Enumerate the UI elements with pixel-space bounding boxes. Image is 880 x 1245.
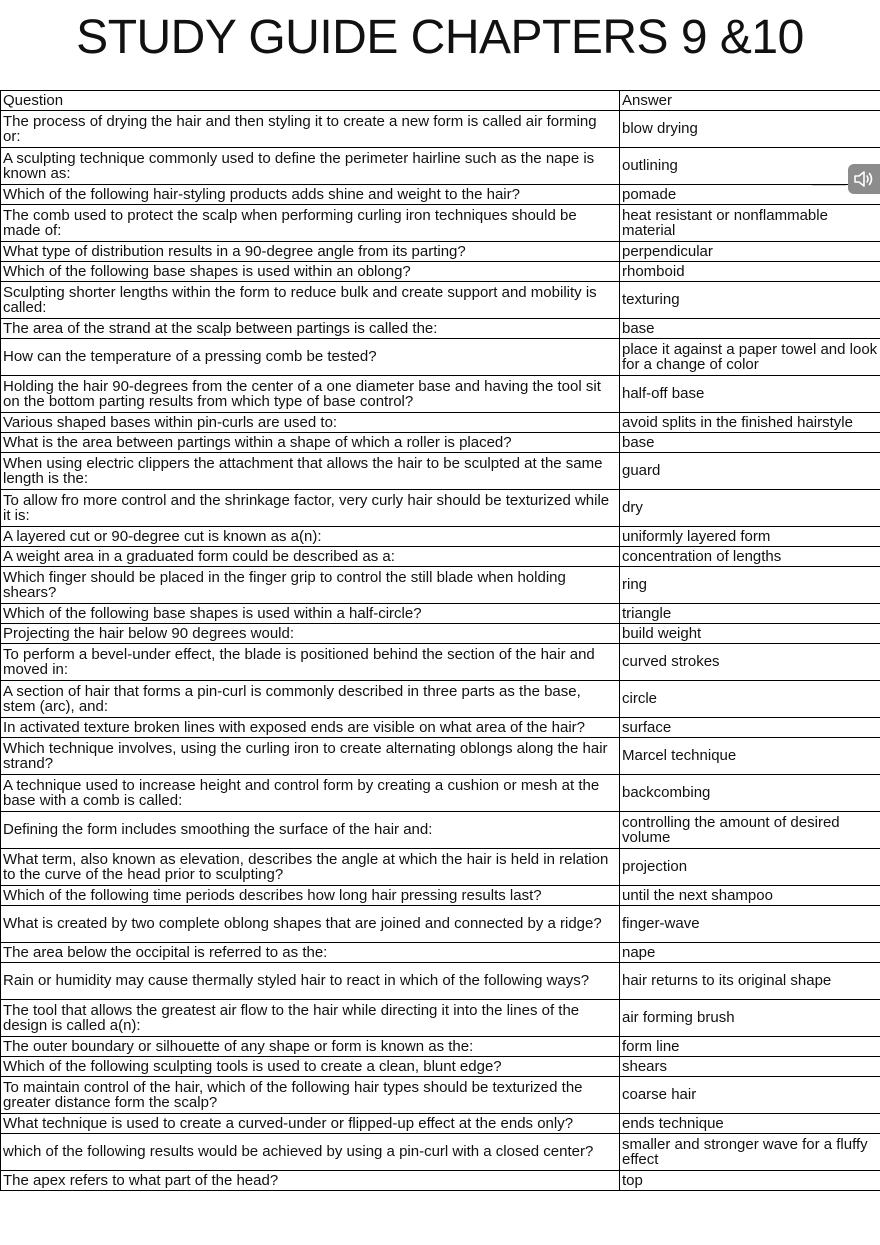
answer-cell: coarse hair — [620, 1077, 880, 1114]
answer-cell: concentration of lengths — [620, 547, 880, 567]
table-row — [1, 319, 880, 339]
answer-cell: heat resistant or nonflammable material — [620, 205, 880, 242]
answer-cell: half-off base — [620, 376, 880, 413]
header-answer: Answer — [620, 91, 880, 111]
question-cell: When using electric clippers the attachment that allows the hair to be sculpted at the same length is the: — [1, 453, 620, 490]
question-cell: The area of the strand at the scalp between partings is called the: — [1, 319, 620, 339]
answer-cell: finger-wave — [620, 906, 880, 943]
table-row — [1, 1134, 880, 1171]
table-row — [1, 453, 880, 490]
question-cell: Rain or humidity may cause thermally styled hair to react in which of the following ways? — [1, 963, 620, 1000]
speaker-icon — [853, 169, 875, 189]
table-row — [1, 413, 880, 433]
table-row — [1, 1114, 880, 1134]
question-cell: To allow fro more control and the shrinkage factor, very curly hair should be texturized while it is: — [1, 490, 620, 527]
table-row — [1, 849, 880, 886]
question-cell: A sculpting technique commonly used to define the perimeter hairline such as the nape is known as: — [1, 148, 620, 185]
question-cell: A technique used to increase height and control form by creating a cushion or mesh at the base with a comb is called: — [1, 775, 620, 812]
table-row — [1, 738, 880, 775]
answer-cell: projection — [620, 849, 880, 886]
answer-cell: guard — [620, 453, 880, 490]
question-cell: The tool that allows the greatest air flow to the hair while directing it into the lines of the design is called a(n): — [1, 1000, 620, 1037]
answer-cell: top — [620, 1171, 880, 1191]
question-cell: Projecting the hair below 90 degrees would: — [1, 624, 620, 644]
table-row — [1, 547, 880, 567]
answer-cell: until the next shampoo — [620, 886, 880, 906]
answer-cell: nape — [620, 943, 880, 963]
read-aloud-button[interactable] — [848, 164, 880, 194]
table-row — [1, 963, 880, 1000]
question-cell: What is created by two complete oblong shapes that are joined and connected by a ridge? — [1, 906, 620, 943]
answer-cell: hair returns to its original shape — [620, 963, 880, 1000]
question-cell: Which technique involves, using the curling iron to create alternating oblongs along the hair strand? — [1, 738, 620, 775]
answer-cell: perpendicular — [620, 242, 880, 262]
question-cell: How can the temperature of a pressing comb be tested? — [1, 339, 620, 376]
question-cell: The area below the occipital is referred to as the: — [1, 943, 620, 963]
table-row — [1, 1037, 880, 1057]
answer-cell: backcombing — [620, 775, 880, 812]
question-cell: What term, also known as elevation, describes the angle at which the hair is held in relation to the curve of the head prior to sculpting? — [1, 849, 620, 886]
question-cell: Which of the following sculpting tools is used to create a clean, blunt edge? — [1, 1057, 620, 1077]
answer-cell: smaller and stronger wave for a fluffy effect — [620, 1134, 880, 1171]
table-row — [1, 604, 880, 624]
table-row — [1, 1000, 880, 1037]
question-cell: What is the area between partings within a shape of which a roller is placed? — [1, 433, 620, 453]
answer-cell: uniformly layered form — [620, 527, 880, 547]
question-cell: A weight area in a graduated form could be described as a: — [1, 547, 620, 567]
question-cell: The apex refers to what part of the head? — [1, 1171, 620, 1191]
table-row — [1, 644, 880, 681]
answer-cell: ends technique — [620, 1114, 880, 1134]
question-cell: Which of the following hair-styling products adds shine and weight to the hair? — [1, 185, 620, 205]
answer-cell: blow drying — [620, 111, 880, 148]
table-row — [1, 775, 880, 812]
table-row — [1, 527, 880, 547]
answer-cell: curved strokes — [620, 644, 880, 681]
table-row — [1, 282, 880, 319]
answer-cell: base — [620, 319, 880, 339]
answer-cell: outlining — [620, 148, 880, 185]
question-cell: which of the following results would be achieved by using a pin-curl with a closed center? — [1, 1134, 620, 1171]
question-cell: The comb used to protect the scalp when performing curling iron techniques should be made of: — [1, 205, 620, 242]
answer-cell: controlling the amount of desired volume — [620, 812, 880, 849]
answer-cell: Marcel technique — [620, 738, 880, 775]
answer-cell: avoid splits in the finished hairstyle — [620, 413, 880, 433]
table-row — [1, 490, 880, 527]
question-cell: The process of drying the hair and then styling it to create a new form is called air forming or: — [1, 111, 620, 148]
answer-cell: build weight — [620, 624, 880, 644]
question-cell: Which finger should be placed in the finger grip to control the still blade when holding shears? — [1, 567, 620, 604]
answer-cell: base — [620, 433, 880, 453]
answer-cell: shears — [620, 1057, 880, 1077]
table-row — [1, 111, 880, 148]
question-cell: To perform a bevel-under effect, the blade is positioned behind the section of the hair and moved in: — [1, 644, 620, 681]
table-header-row — [1, 91, 880, 111]
question-cell: To maintain control of the hair, which of the following hair types should be texturized the greater distance form the scalp? — [1, 1077, 620, 1114]
table-row — [1, 433, 880, 453]
table-row — [1, 943, 880, 963]
question-cell: What technique is used to create a curved-under or flipped-up effect at the ends only? — [1, 1114, 620, 1134]
answer-cell: surface — [620, 718, 880, 738]
table-row — [1, 906, 880, 943]
qa-table — [0, 90, 880, 1191]
table-row — [1, 1057, 880, 1077]
table-row — [1, 624, 880, 644]
question-cell: Defining the form includes smoothing the surface of the hair and: — [1, 812, 620, 849]
answer-cell: texturing — [620, 282, 880, 319]
question-cell: Sculpting shorter lengths within the form to reduce bulk and create support and mobility is called: — [1, 282, 620, 319]
table-row — [1, 1077, 880, 1114]
answer-cell: place it against a paper towel and look for a change of color — [620, 339, 880, 376]
answer-cell: triangle — [620, 604, 880, 624]
answer-cell: pomade — [620, 185, 880, 205]
table-row — [1, 148, 880, 185]
table-row — [1, 376, 880, 413]
question-cell: A layered cut or 90-degree cut is known as a(n): — [1, 527, 620, 547]
table-row — [1, 681, 880, 718]
question-cell: A section of hair that forms a pin-curl is commonly described in three parts as the base, stem (arc), and: — [1, 681, 620, 718]
question-cell: Various shaped bases within pin-curls are used to: — [1, 413, 620, 433]
table-row — [1, 185, 880, 205]
question-cell: In activated texture broken lines with exposed ends are visible on what area of the hair? — [1, 718, 620, 738]
question-cell: What type of distribution results in a 90-degree angle from its parting? — [1, 242, 620, 262]
table-row — [1, 567, 880, 604]
question-cell: Holding the hair 90-degrees from the center of a one diameter base and having the tool sit on the bottom parting results from which type of base control? — [1, 376, 620, 413]
table-row — [1, 205, 880, 242]
answer-cell: ring — [620, 567, 880, 604]
answer-cell: circle — [620, 681, 880, 718]
table-row — [1, 718, 880, 738]
answer-cell: air forming brush — [620, 1000, 880, 1037]
answer-cell: dry — [620, 490, 880, 527]
table-row — [1, 339, 880, 376]
question-cell: Which of the following base shapes is used within a half-circle? — [1, 604, 620, 624]
header-question: Question — [1, 91, 620, 111]
answer-cell: form line — [620, 1037, 880, 1057]
question-cell: Which of the following time periods describes how long hair pressing results last? — [1, 886, 620, 906]
question-cell: Which of the following base shapes is used within an oblong? — [1, 262, 620, 282]
divider-line — [812, 185, 846, 186]
table-row — [1, 886, 880, 906]
question-cell: The outer boundary or silhouette of any shape or form is known as the: — [1, 1037, 620, 1057]
table-row — [1, 242, 880, 262]
page-title: STUDY GUIDE CHAPTERS 9 &10 — [76, 11, 804, 64]
table-row — [1, 812, 880, 849]
table-row — [1, 1171, 880, 1191]
table-row — [1, 262, 880, 282]
answer-cell: rhomboid — [620, 262, 880, 282]
